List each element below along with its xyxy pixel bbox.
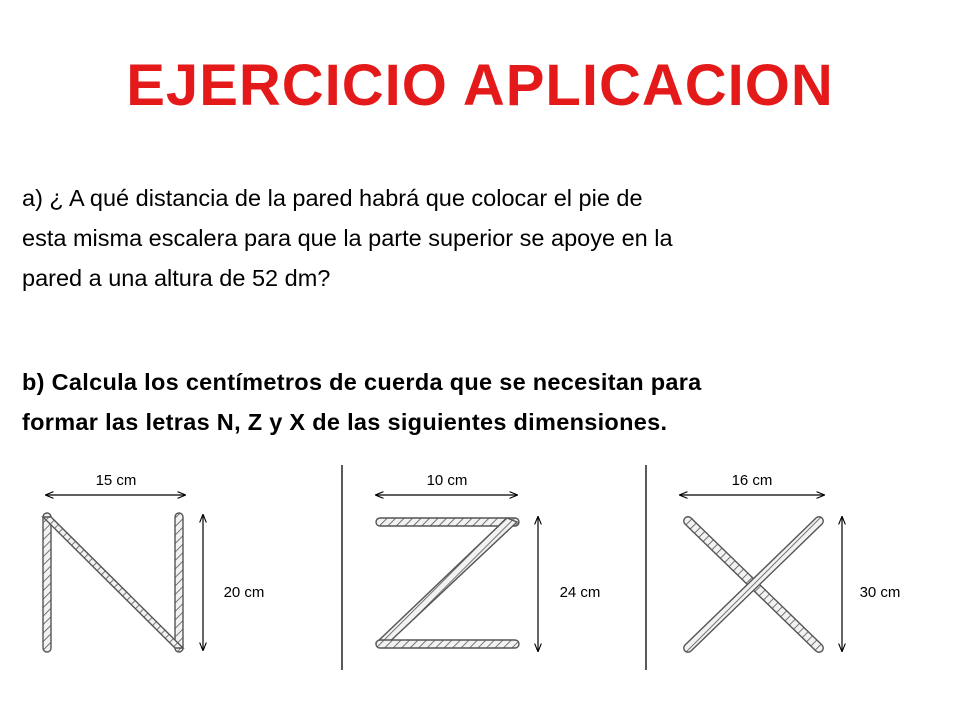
exercise-a-line: esta misma escalera para que la parte superior se apoye en la	[22, 225, 673, 251]
letter-x-figure	[680, 472, 900, 652]
n-diagonal-bar	[43, 517, 183, 648]
page-title: EJERCICIO APLICACION	[126, 53, 834, 118]
exercise-a-text	[22, 178, 942, 298]
n-right-bar	[175, 513, 183, 652]
z-width-label: 10 cm	[426, 472, 468, 489]
n-height-label: 20 cm	[223, 584, 265, 601]
n-width-label: 15 cm	[95, 472, 137, 489]
n-left-bar	[43, 513, 51, 652]
z-bottom-bar	[376, 640, 519, 648]
letter-n-figure	[43, 472, 264, 652]
x-height-label: 30 cm	[859, 584, 901, 601]
z-diagonal-bar	[376, 518, 517, 647]
exercise-b-line: formar las letras N, Z y X de las siguientes dimensiones.	[22, 409, 668, 435]
exercise-b-text	[22, 362, 942, 442]
exercise-a-line: pared a una altura de 52 dm?	[22, 265, 331, 291]
exercise-b-line: b) Calcula los centímetros de cuerda que se necesitan para	[22, 369, 702, 395]
x-width-label: 16 cm	[731, 472, 773, 489]
z-height-label: 24 cm	[559, 584, 601, 601]
z-top-bar	[376, 518, 519, 526]
letters-figure	[0, 455, 960, 685]
exercise-a-line: a) ¿ A qué distancia de la pared habrá que colocar el pie de	[22, 185, 643, 211]
letter-z-figure	[376, 472, 600, 651]
